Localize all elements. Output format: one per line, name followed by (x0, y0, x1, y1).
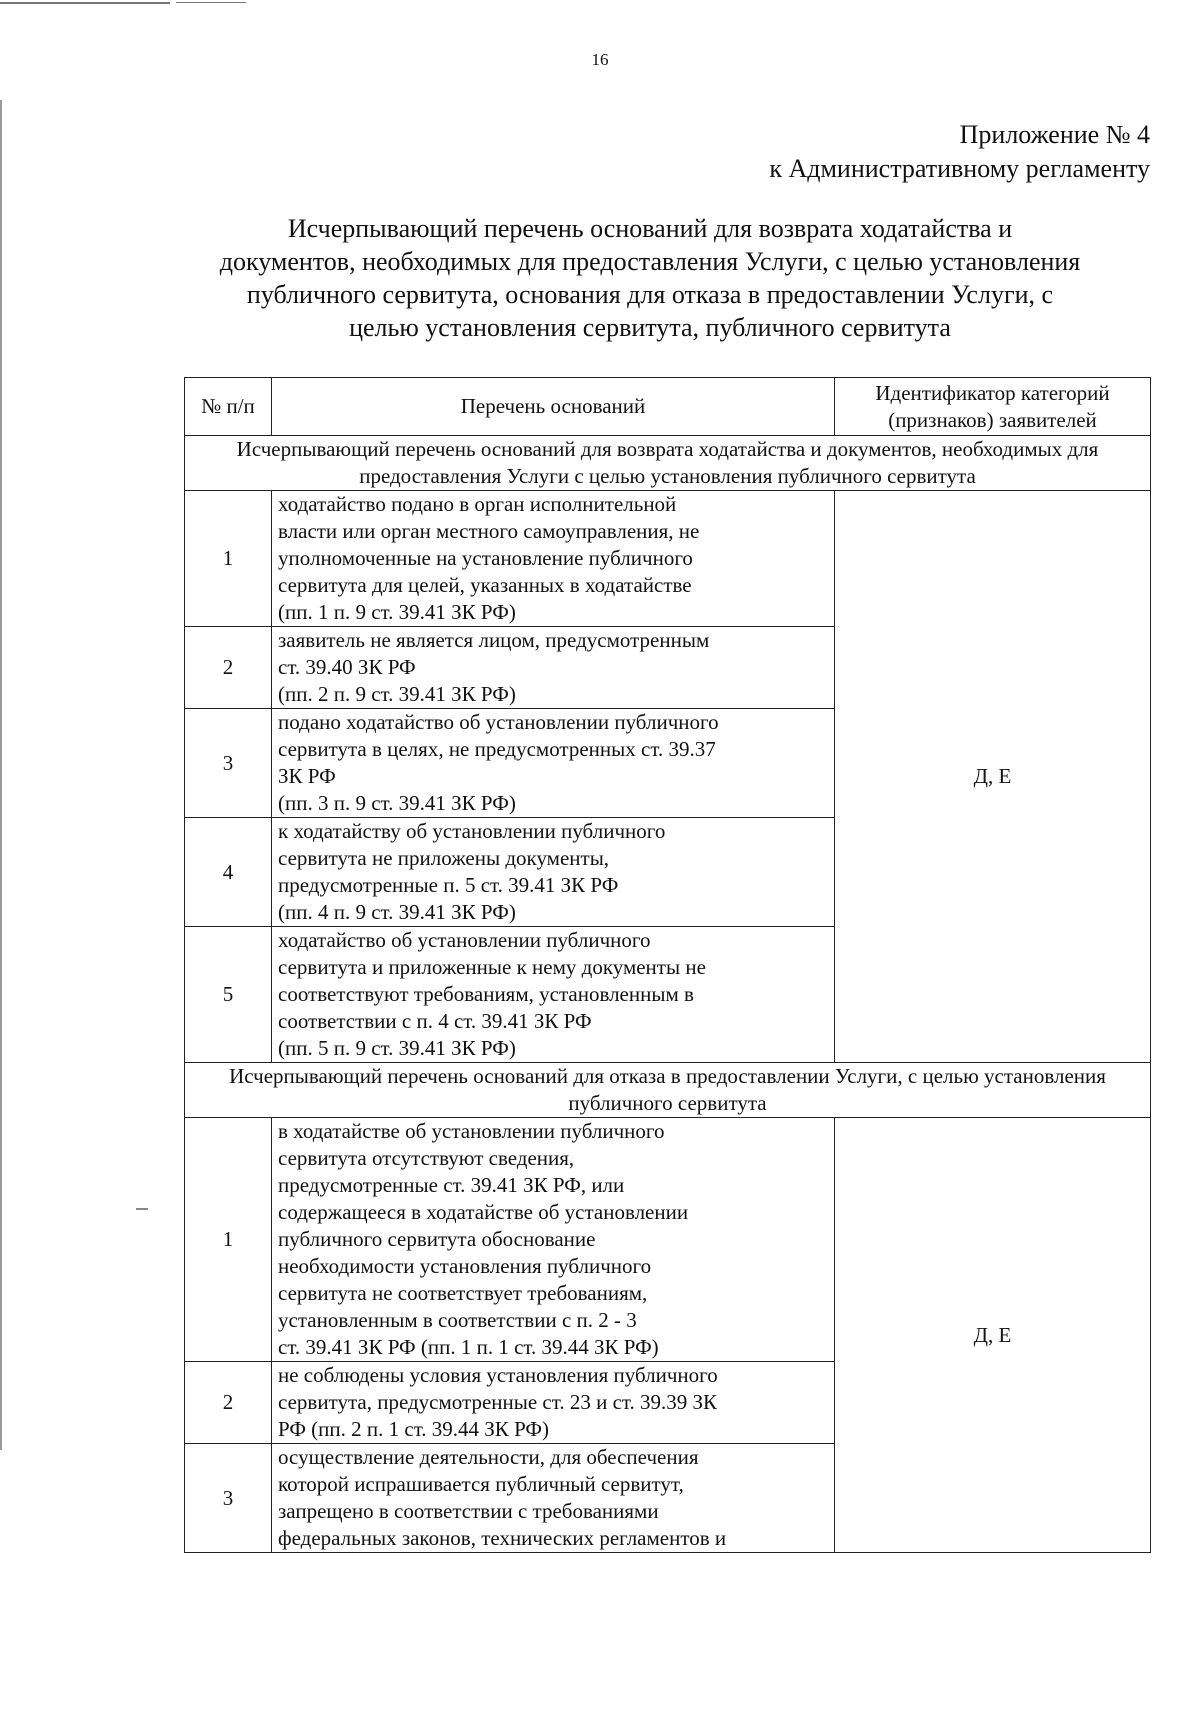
row-text-line: соответствии с п. 4 ст. 39.41 ЗК РФ (278, 1009, 592, 1033)
row-text-line: установленным в соответствии с п. 2 - 3 (278, 1308, 637, 1332)
row-text-line: (пп. 3 п. 9 ст. 39.41 ЗК РФ) (278, 791, 516, 815)
row-text-line: РФ (пп. 2 п. 1 ст. 39.44 ЗК РФ) (278, 1417, 549, 1441)
row-text-line: (пп. 5 п. 9 ст. 39.41 ЗК РФ) (278, 1036, 516, 1060)
section-heading: Исчерпывающий перечень оснований для возврата ходатайства и документов, необходимых для предоставления Услуги с целью установления публичного сервитута (185, 436, 1151, 491)
row-text (272, 1118, 835, 1362)
section-heading: Исчерпывающий перечень оснований для отказа в предоставлении Услуги, с целью установления публичного сервитута (185, 1063, 1151, 1118)
row-number: 2 (185, 627, 272, 709)
appendix-line-2: к Административному регламенту (769, 154, 1150, 183)
row-text-line: сервитута в целях, не предусмотренных ст. 39.37 (278, 737, 716, 761)
row-text-line: необходимости установления публичного (278, 1254, 652, 1278)
row-text-line: сервитута, предусмотренные ст. 23 и ст. 39.39 ЗК (278, 1390, 718, 1414)
row-text-line: ст. 39.40 ЗК РФ (278, 655, 416, 679)
row-text-line: сервитута отсутствуют сведения, (278, 1146, 575, 1170)
scan-top-rule-short (176, 2, 246, 3)
title-line: публичного сервитута, основания для отказа в предоставлении Услуги, с (246, 280, 1054, 309)
row-text-line: в ходатайстве об установлении публичного (278, 1119, 665, 1143)
row-text-line: сервитута для целей, указанных в ходатайстве (278, 573, 692, 597)
row-text-line: ст. 39.41 ЗК РФ (пп. 1 п. 1 ст. 39.44 ЗК РФ) (278, 1335, 659, 1359)
header-identifier: Идентификатор категорий (признаков) заявителей (835, 378, 1151, 436)
row-text-line: осуществление деятельности, для обеспечения (278, 1445, 699, 1469)
row-text-line: запрещено в соответствии с требованиями (278, 1499, 659, 1523)
row-text-line: уполномоченные на установление публичного (278, 546, 693, 570)
row-text-line: сервитута не приложены документы, (278, 846, 610, 870)
grounds-table (184, 377, 1151, 1553)
scan-left-edge (0, 100, 2, 1450)
row-text-line: ходатайство об установлении публичного (278, 928, 651, 952)
row-text-line: подано ходатайство об установлении публичного (278, 710, 719, 734)
row-number: 4 (185, 818, 272, 927)
header-grounds: Перечень оснований (272, 378, 835, 436)
scan-dash (136, 1208, 148, 1210)
row-text (272, 709, 835, 818)
row-number: 1 (185, 1118, 272, 1362)
table-row (185, 491, 1151, 627)
row-text-line: заявитель не является лицом, предусмотренным (278, 628, 710, 652)
row-text (272, 491, 835, 627)
appendix-line-1: Приложение № 4 (959, 120, 1150, 149)
row-text (272, 927, 835, 1063)
row-text-line: предусмотренные ст. 39.41 ЗК РФ, или (278, 1173, 625, 1197)
section-heading-row (185, 436, 1151, 491)
row-text-line: сервитута не соответствует требованиям, (278, 1281, 648, 1305)
row-text (272, 1444, 835, 1553)
scan-top-rule (0, 2, 170, 4)
row-text-line: сервитута и приложенные к нему документы не (278, 955, 706, 979)
header-num: № п/п (185, 378, 272, 436)
identifier-cell: Д, Е (835, 491, 1151, 1063)
section-heading-row (185, 1063, 1151, 1118)
row-number: 1 (185, 491, 272, 627)
row-text-line: соответствуют требованиям, установленным в (278, 982, 694, 1006)
row-text (272, 818, 835, 927)
row-text-line: не соблюдены условия установления публичного (278, 1363, 718, 1387)
row-text-line: публичного сервитута обоснование (278, 1227, 596, 1251)
row-text-line: ходатайство подано в орган исполнительной (278, 492, 677, 516)
row-text-line: федеральных законов, технических регламентов и (278, 1526, 727, 1550)
row-text-line: содержащееся в ходатайстве об установлении (278, 1200, 689, 1224)
identifier-cell: Д, Е (835, 1118, 1151, 1553)
table-row (185, 1118, 1151, 1362)
title-line: документов, необходимых для предоставления Услуги, с целью установления (219, 247, 1081, 276)
table-header-row (185, 378, 1151, 436)
row-text-line: ЗК РФ (278, 764, 336, 788)
row-text-line: (пп. 1 п. 9 ст. 39.41 ЗК РФ) (278, 600, 516, 624)
row-number: 2 (185, 1362, 272, 1444)
row-text-line: (пп. 2 п. 9 ст. 39.41 ЗК РФ) (278, 682, 516, 706)
title-line: Исчерпывающий перечень оснований для возврата ходатайства и (287, 214, 1013, 243)
row-text-line: предусмотренные п. 5 ст. 39.41 ЗК РФ (278, 873, 619, 897)
row-text-line: (пп. 4 п. 9 ст. 39.41 ЗК РФ) (278, 900, 516, 924)
row-text (272, 627, 835, 709)
row-text-line: к ходатайству об установлении публичного (278, 819, 666, 843)
row-number: 5 (185, 927, 272, 1063)
page-number: 16 (591, 50, 609, 69)
document-title (160, 212, 1140, 344)
row-text-line: власти или орган местного самоуправления, не (278, 519, 700, 543)
row-text-line: которой испрашивается публичный сервитут, (278, 1472, 684, 1496)
title-line: целью установления сервитута, публичного сервитута (349, 313, 951, 342)
appendix-header (769, 118, 1150, 186)
row-number: 3 (185, 1444, 272, 1553)
row-text (272, 1362, 835, 1444)
row-number: 3 (185, 709, 272, 818)
